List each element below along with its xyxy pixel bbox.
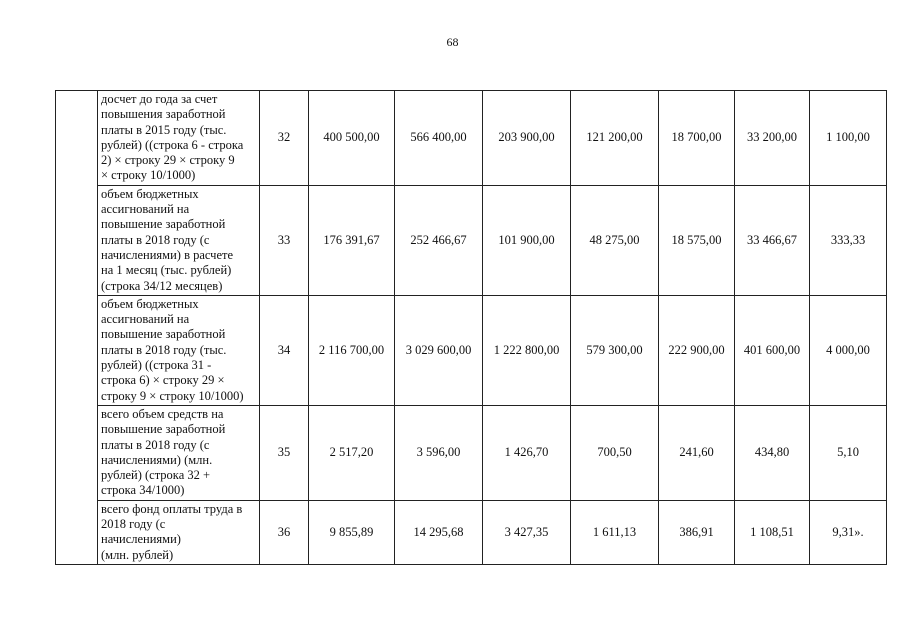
cell-value: 1 222 800,00 — [483, 295, 571, 405]
cell-value: 241,60 — [659, 405, 735, 500]
cell-value: 1 108,51 — [735, 500, 810, 564]
cell-value: 401 600,00 — [735, 295, 810, 405]
cell-value: 700,50 — [571, 405, 659, 500]
row-index: 35 — [260, 405, 309, 500]
cell-value: 48 275,00 — [571, 185, 659, 295]
page-number: 68 — [446, 35, 459, 49]
cell-value: 252 466,67 — [395, 185, 483, 295]
cell-value: 579 300,00 — [571, 295, 659, 405]
cell-value: 222 900,00 — [659, 295, 735, 405]
table-row — [56, 91, 887, 186]
table-row — [56, 295, 887, 405]
row-index: 34 — [260, 295, 309, 405]
cell-value: 18 700,00 — [659, 91, 735, 186]
cell-value: 1 611,13 — [571, 500, 659, 564]
table-row — [56, 185, 887, 295]
cell-value: 121 200,00 — [571, 91, 659, 186]
cell-value: 203 900,00 — [483, 91, 571, 186]
row-description: досчет до года за счет повышения заработной платы в 2015 году (тыс. рублей) ((строка 6 - строка 2) × строку 29 × строку 9 × строку 10/1000) — [98, 91, 260, 186]
cell-value: 1 426,70 — [483, 405, 571, 500]
cell-value: 18 575,00 — [659, 185, 735, 295]
row-description: объем бюджетных ассигнований на повышение заработной платы в 2018 году (тыс. рублей) ((строка 31 - строка 6) × строку 29 × строку 9 × строку 10/1000) — [98, 295, 260, 405]
blank-column — [56, 91, 98, 565]
cell-value: 3 596,00 — [395, 405, 483, 500]
cell-value: 176 391,67 — [309, 185, 395, 295]
cell-value: 4 000,00 — [810, 295, 887, 405]
table-row — [56, 405, 887, 500]
cell-value: 566 400,00 — [395, 91, 483, 186]
cell-value: 5,10 — [810, 405, 887, 500]
row-description: объем бюджетных ассигнований на повышение заработной платы в 2018 году (с начислениями) в расчете на 1 месяц (тыс. рублей) (строка 34/12 месяцев) — [98, 185, 260, 295]
cell-value: 386,91 — [659, 500, 735, 564]
cell-value: 1 100,00 — [810, 91, 887, 186]
cell-value: 9,31». — [810, 500, 887, 564]
budget-table — [55, 90, 887, 565]
row-index: 32 — [260, 91, 309, 186]
cell-value: 33 200,00 — [735, 91, 810, 186]
row-index: 36 — [260, 500, 309, 564]
table-row — [56, 500, 887, 564]
cell-value: 3 427,35 — [483, 500, 571, 564]
cell-value: 400 500,00 — [309, 91, 395, 186]
cell-value: 2 116 700,00 — [309, 295, 395, 405]
cell-value: 434,80 — [735, 405, 810, 500]
cell-value: 2 517,20 — [309, 405, 395, 500]
row-index: 33 — [260, 185, 309, 295]
row-description: всего фонд оплаты труда в 2018 году (с начислениями) (млн. рублей) — [98, 500, 260, 564]
cell-value: 33 466,67 — [735, 185, 810, 295]
cell-value: 3 029 600,00 — [395, 295, 483, 405]
cell-value: 333,33 — [810, 185, 887, 295]
cell-value: 9 855,89 — [309, 500, 395, 564]
cell-value: 14 295,68 — [395, 500, 483, 564]
row-description: всего объем средств на повышение заработной платы в 2018 году (с начислениями) (млн. рублей) (строка 32 + строка 34/1000) — [98, 405, 260, 500]
cell-value: 101 900,00 — [483, 185, 571, 295]
